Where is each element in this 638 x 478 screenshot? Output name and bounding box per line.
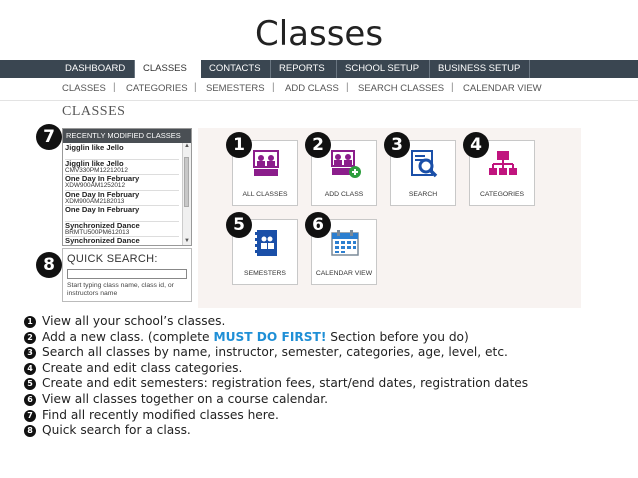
- subnav-semesters[interactable]: SEMESTERS: [206, 83, 265, 94]
- subnav-search-classes[interactable]: SEARCH CLASSES: [358, 83, 445, 94]
- nav-business-setup[interactable]: BUSINESS SETUP: [430, 60, 530, 78]
- description-text: Create and edit semesters: registration fees, start/end dates, registration dates: [42, 376, 529, 391]
- callout-badge-2: 2: [305, 132, 331, 158]
- subnav-separator: |: [451, 82, 454, 93]
- subnav-separator: |: [113, 82, 116, 93]
- class-name: Synchronized Dance: [65, 220, 140, 230]
- number-badge: 8: [24, 425, 36, 437]
- quick-search-panel: [62, 248, 192, 302]
- list-item[interactable]: [65, 206, 179, 222]
- class-name: Jigglin like Jello: [65, 158, 124, 168]
- nav-dashboard[interactable]: DASHBOARD: [57, 60, 135, 78]
- recent-classes-header: RECENTLY MODIFIED CLASSES: [63, 129, 191, 143]
- scroll-up-icon[interactable]: ▲: [184, 143, 190, 149]
- subnav-add-class[interactable]: ADD CLASS: [285, 83, 339, 94]
- class-code: XDW900AM1252012: [65, 182, 126, 189]
- class-code: CMV330PM12212012: [65, 166, 128, 174]
- class-name: One Day In February: [65, 174, 140, 183]
- quick-search-input[interactable]: [67, 269, 187, 279]
- main-navbar: [0, 60, 638, 78]
- subnav-calendar-view[interactable]: CALENDAR VIEW: [463, 83, 542, 94]
- description-item: [24, 345, 634, 361]
- nav-classes[interactable]: CLASSES: [135, 60, 201, 78]
- number-badge: 5: [24, 378, 36, 390]
- description-text: Find all recently modified classes here.: [42, 407, 279, 422]
- class-code: XDM900AM2182013: [65, 197, 125, 205]
- list-item[interactable]: [65, 222, 179, 238]
- subnav-classes[interactable]: CLASSES: [62, 83, 106, 94]
- callout-badge-7: 7: [36, 124, 62, 150]
- callout-badge-6: 6: [305, 212, 331, 238]
- slide-title: Classes: [254, 14, 384, 54]
- recent-classes-list: [65, 144, 179, 246]
- scroll-down-icon[interactable]: ▼: [184, 238, 190, 244]
- tile-label: SEARCH: [408, 191, 438, 198]
- description-item: [24, 330, 634, 346]
- number-badge: 2: [24, 332, 36, 344]
- description-text: Quick search for a class.: [42, 423, 191, 438]
- callout-badge-4: 4: [463, 132, 489, 158]
- recent-classes-panel: [62, 128, 192, 246]
- quick-search-hint: Start typing class name, class id, or instructors name: [67, 282, 174, 297]
- nav-reports[interactable]: REPORTS: [271, 60, 337, 78]
- number-badge: 4: [24, 363, 36, 375]
- list-item[interactable]: [65, 160, 179, 176]
- tile-label: CATEGORIES: [479, 191, 525, 198]
- recent-list-scrollbar[interactable]: [182, 143, 191, 245]
- class-code: BRMTU500PM612013: [65, 228, 130, 236]
- description-item: [24, 361, 634, 377]
- number-badge: 3: [24, 347, 36, 359]
- callout-badge-1: 1: [226, 132, 252, 158]
- nav-school-setup[interactable]: SCHOOL SETUP: [337, 60, 430, 78]
- description-item: [24, 314, 634, 330]
- nav-contacts[interactable]: CONTACTS: [201, 60, 271, 78]
- tile-label: ADD CLASS: [324, 191, 364, 198]
- number-badge: 6: [24, 394, 36, 406]
- subnav-separator: |: [272, 82, 275, 93]
- scrollbar-thumb[interactable]: [184, 157, 189, 207]
- number-badge: 1: [24, 316, 36, 328]
- description-text: Create and edit class categories.: [42, 360, 243, 375]
- description-item: [24, 408, 634, 424]
- section-title: CLASSES: [62, 104, 126, 119]
- calendar-icon: [330, 228, 360, 258]
- feature-descriptions: [24, 314, 634, 439]
- description-item: [24, 392, 634, 408]
- tile-label: SEMESTERS: [244, 270, 286, 277]
- description-text: Search all classes by name, instructor, semester, categories, age, level, etc.: [42, 345, 508, 360]
- callout-badge-8: 8: [36, 252, 62, 278]
- list-item[interactable]: [65, 237, 179, 246]
- callout-badge-3: 3: [384, 132, 410, 158]
- add-class-icon: [330, 149, 362, 179]
- description-item: [24, 423, 634, 439]
- description-item: [24, 376, 634, 392]
- class-name: One Day In February: [65, 205, 140, 214]
- description-text: Add a new class. (complete: [42, 329, 214, 344]
- semesters-icon: [251, 228, 281, 258]
- tile-label: CALENDAR VIEW: [315, 270, 373, 277]
- number-badge: 7: [24, 410, 36, 422]
- callout-badge-5: 5: [226, 212, 252, 238]
- class-name: Jigglin like Jello: [65, 143, 124, 152]
- categories-icon: [488, 149, 518, 179]
- subnav-separator: |: [194, 82, 197, 93]
- sub-navbar: [0, 78, 638, 101]
- search-icon: [409, 149, 439, 179]
- class-name: Synchronized Dance: [65, 236, 140, 245]
- must-do-first-link[interactable]: MUST DO FIRST!: [213, 329, 327, 344]
- description-text: View all your school’s classes.: [42, 314, 226, 328]
- classroom-icon: [251, 149, 281, 179]
- list-item[interactable]: [65, 175, 179, 191]
- list-item[interactable]: [65, 144, 179, 160]
- description-text: Section before you do): [326, 329, 469, 344]
- class-name: One Day In February: [65, 189, 140, 199]
- description-text: View all classes together on a course calendar.: [42, 391, 329, 406]
- tile-label: ALL CLASSES: [242, 191, 288, 198]
- list-item[interactable]: [65, 191, 179, 207]
- subnav-separator: |: [346, 82, 349, 93]
- subnav-categories[interactable]: CATEGORIES: [126, 83, 188, 94]
- quick-search-title: QUICK SEARCH:: [67, 253, 158, 265]
